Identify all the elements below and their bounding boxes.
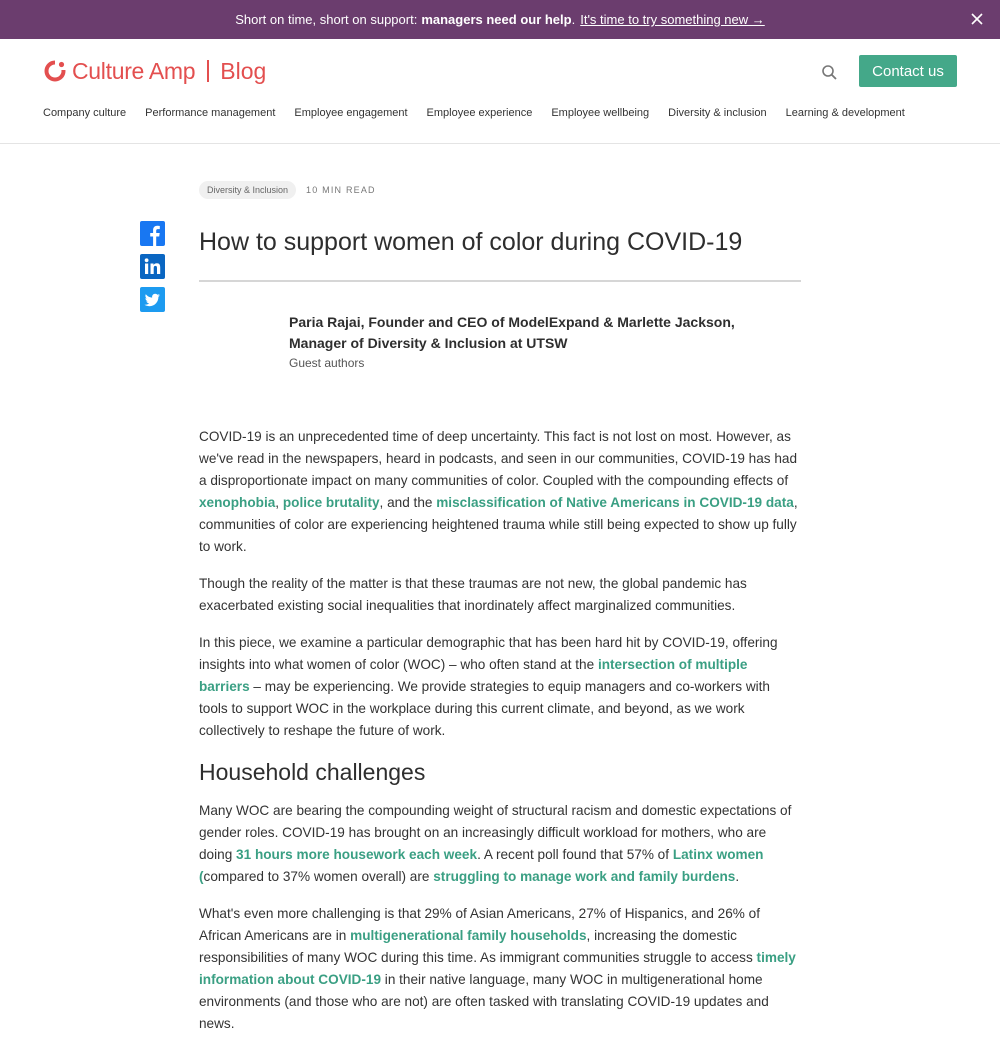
- paragraph-piece: In this piece, we examine a particular demographic that has been hard hit by COVID-19, offering insights into what women of color (WOC) – who often stand at the intersection of multiple barriers – may be experiencing. We provide strategies to equip managers and co-workers with tools to support WOC in the workplace during this current climate, and beyond, as we work collectively to reshape the future of work.: [199, 635, 778, 738]
- read-time: 10 MIN READ: [306, 185, 376, 195]
- paragraph-household: Many WOC are bearing the compounding weight of structural racism and domestic expectations of gender roles. COVID-19 has brought on an increasingly difficult workload for mothers, who are doing 31 hours more housework each week. A recent poll found that 57% of Latinx women (compared to 37% women overall) are struggling to manage work and family burdens.: [199, 803, 792, 884]
- banner-link[interactable]: It's time to try something new →: [580, 12, 765, 27]
- paragraph-reality: Though the reality of the matter is that these traumas are not new, the global pandemic has exacerbated existing social inequalities that inordinately affect marginalized communities.: [199, 576, 747, 613]
- author-role: Guest authors: [289, 356, 365, 370]
- article-body: [199, 426, 801, 1035]
- nav-item-learning-development[interactable]: Learning & development: [785, 107, 905, 119]
- section-heading: Household challenges: [199, 759, 426, 785]
- link-police-brutality[interactable]: police brutality: [282, 495, 380, 510]
- link-timely-information[interactable]: timely information about COVID-19: [199, 950, 796, 987]
- nav-item-employee-engagement[interactable]: Employee engagement: [294, 107, 408, 119]
- article: [199, 181, 801, 1050]
- link-multigenerational[interactable]: multigenerational family households: [350, 928, 587, 943]
- nav-item-performance-management[interactable]: Performance management: [145, 107, 276, 119]
- link-misclassification[interactable]: misclassification of Native Americans in COVID-19 data: [436, 495, 794, 510]
- author-names: Paria Rajai, Founder and CEO of ModelExpand & Marlette Jackson, Manager of Diversity & Inclusion at UTSW: [289, 314, 735, 351]
- logo-text: Culture Amp: [72, 57, 196, 84]
- link-intersection[interactable]: intersection of multiple barriers: [199, 657, 748, 694]
- paragraph-intro: COVID-19 is an unprecedented time of deep uncertainty. This fact is not lost on most. However, as we've read in the newspapers, heard in podcasts, and seen in our communities, COVID-19 has had a disproportionate impact on many communities of color. Coupled with the compounding effects of xenophobia, police brutality, and the misclassification of Native Americans in COVID-19 data, communities of color are experiencing heightened trauma while still being expected to show up fully to work.: [199, 429, 798, 554]
- link-housework[interactable]: 31 hours more housework each week: [236, 847, 478, 862]
- close-icon[interactable]: [968, 10, 986, 28]
- facebook-icon[interactable]: [140, 221, 165, 246]
- nav-item-employee-experience[interactable]: Employee experience: [426, 107, 533, 119]
- nav-item-employee-wellbeing[interactable]: Employee wellbeing: [551, 107, 650, 119]
- category-tag[interactable]: Diversity & Inclusion: [199, 181, 296, 199]
- nav-item-company-culture[interactable]: Company culture: [43, 107, 127, 119]
- logo-divider: [207, 60, 209, 82]
- announcement-banner: Short on time, short on support: managers need our help . It's time to try something new →: [0, 0, 1000, 39]
- link-latinx-women[interactable]: Latinx women (: [199, 847, 764, 884]
- author-block: [289, 312, 789, 370]
- article-meta: [199, 181, 801, 199]
- link-xenophobia[interactable]: xenophobia: [199, 495, 276, 510]
- site-header: [0, 39, 1000, 144]
- linkedin-icon[interactable]: [140, 254, 165, 279]
- culture-amp-logo[interactable]: [43, 56, 266, 86]
- search-icon[interactable]: [820, 63, 840, 83]
- category-nav: [43, 107, 905, 119]
- contact-us-button[interactable]: Contact us: [859, 55, 957, 87]
- blog-label: Blog: [220, 57, 267, 84]
- banner-bold-text: managers need our help: [421, 12, 572, 27]
- article-title: How to support women of color during COVID-19: [199, 225, 801, 282]
- nav-item-diversity-inclusion[interactable]: Diversity & inclusion: [668, 107, 767, 119]
- paragraph-multigenerational: What's even more challenging is that 29% of Asian Americans, 27% of Hispanics, and 26% of African Americans are in multigenerational family households, increasing the domestic responsibilities of many WOC during this time. As immigrant communities struggle to access timely information about COVID-19 in their native language, many WOC in multigenerational home environments (and those who are not) are often tasked with translating COVID-19 updates and news.: [199, 906, 796, 1031]
- banner-text: Short on time, short on support:: [235, 12, 418, 27]
- logo-mark-icon: [43, 59, 67, 83]
- twitter-icon[interactable]: [140, 287, 165, 312]
- link-struggling[interactable]: struggling to manage work and family burdens: [433, 869, 736, 884]
